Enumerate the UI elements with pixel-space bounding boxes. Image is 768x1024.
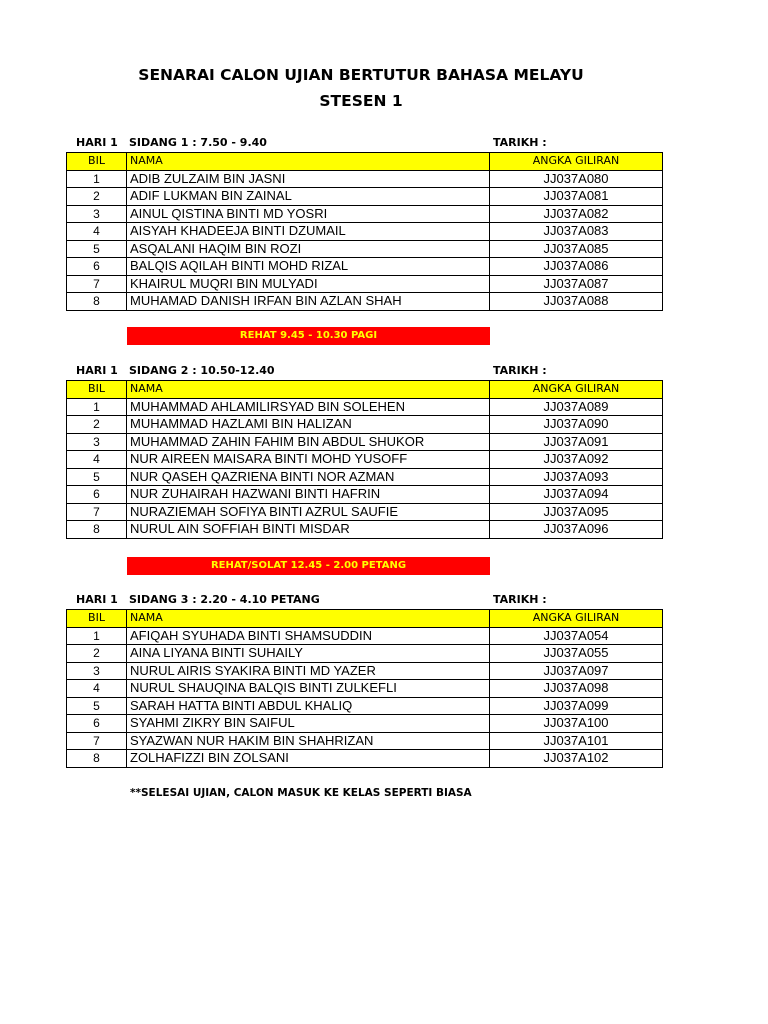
table-row	[67, 240, 663, 258]
cell-nama: MUHAMAD DANISH IRFAN BIN AZLAN SHAH	[127, 293, 490, 311]
cell-angka: JJ037A099	[490, 697, 663, 715]
cell-nama: AISYAH KHADEEJA BINTI DZUMAIL	[127, 223, 490, 241]
table-row	[67, 521, 663, 539]
break-banner: REHAT/SOLAT 12.45 - 2.00 PETANG	[127, 557, 490, 575]
cell-nama: ZOLHAFIZZI BIN ZOLSANI	[127, 750, 490, 768]
cell-angka: JJ037A090	[490, 416, 663, 434]
cell-nama: NUR ZUHAIRAH HAZWANI BINTI HAFRIN	[127, 486, 490, 504]
cell-angka: JJ037A082	[490, 205, 663, 223]
candidate-table	[66, 380, 663, 539]
cell-bil: 2	[67, 188, 127, 206]
cell-bil: 7	[67, 732, 127, 750]
col-header-bil: BIL	[67, 153, 127, 171]
document-title: SENARAI CALON UJIAN BERTUTUR BAHASA MELAYU	[138, 66, 584, 84]
table-row	[67, 697, 663, 715]
session-header	[66, 363, 662, 380]
session-header	[66, 592, 662, 609]
cell-nama: SYAZWAN NUR HAKIM BIN SHAHRIZAN	[127, 732, 490, 750]
cell-bil: 1	[67, 170, 127, 188]
cell-bil: 1	[67, 627, 127, 645]
session-block	[66, 135, 662, 311]
cell-bil: 7	[67, 275, 127, 293]
table-header-row	[67, 610, 663, 628]
cell-angka: JJ037A085	[490, 240, 663, 258]
table-row	[67, 627, 663, 645]
cell-angka: JJ037A054	[490, 627, 663, 645]
cell-angka: JJ037A094	[490, 486, 663, 504]
cell-nama: BALQIS AQILAH BINTI MOHD RIZAL	[127, 258, 490, 276]
cell-nama: NURAZIEMAH SOFIYA BINTI AZRUL SAUFIE	[127, 503, 490, 521]
break-banner: REHAT 9.45 - 10.30 PAGI	[127, 327, 490, 345]
cell-angka: JJ037A087	[490, 275, 663, 293]
col-header-nama: NAMA	[127, 153, 490, 171]
cell-bil: 4	[67, 451, 127, 469]
cell-nama: SYAHMI ZIKRY BIN SAIFUL	[127, 715, 490, 733]
table-row	[67, 645, 663, 663]
table-row	[67, 293, 663, 311]
cell-nama: NURUL AIN SOFFIAH BINTI MISDAR	[127, 521, 490, 539]
col-header-angka: ANGKA GILIRAN	[490, 153, 663, 171]
cell-angka: JJ037A086	[490, 258, 663, 276]
cell-nama: MUHAMMAD AHLAMILIRSYAD BIN SOLEHEN	[127, 398, 490, 416]
day-label: HARI 1	[76, 136, 118, 149]
cell-angka: JJ037A081	[490, 188, 663, 206]
cell-nama: NURUL SHAUQINA BALQIS BINTI ZULKEFLI	[127, 680, 490, 698]
cell-bil: 8	[67, 750, 127, 768]
cell-angka: JJ037A101	[490, 732, 663, 750]
cell-bil: 6	[67, 258, 127, 276]
tarikh-label: TARIKH :	[493, 364, 547, 377]
cell-nama: ADIB ZULZAIM BIN JASNI	[127, 170, 490, 188]
table-row	[67, 398, 663, 416]
sidang-label: SIDANG 3 : 2.20 - 4.10 PETANG	[129, 593, 320, 606]
cell-nama: SARAH HATTA BINTI ABDUL KHALIQ	[127, 697, 490, 715]
col-header-angka: ANGKA GILIRAN	[490, 610, 663, 628]
table-row	[67, 468, 663, 486]
table-row	[67, 275, 663, 293]
cell-bil: 2	[67, 645, 127, 663]
session-header	[66, 135, 662, 152]
cell-nama: AINUL QISTINA BINTI MD YOSRI	[127, 205, 490, 223]
cell-angka: JJ037A097	[490, 662, 663, 680]
col-header-nama: NAMA	[127, 610, 490, 628]
cell-nama: NURUL AIRIS SYAKIRA BINTI MD YAZER	[127, 662, 490, 680]
table-row	[67, 503, 663, 521]
cell-bil: 6	[67, 715, 127, 733]
cell-angka: JJ037A091	[490, 433, 663, 451]
cell-bil: 1	[67, 398, 127, 416]
cell-angka: JJ037A055	[490, 645, 663, 663]
cell-nama: AINA LIYANA BINTI SUHAILY	[127, 645, 490, 663]
cell-bil: 4	[67, 680, 127, 698]
table-row	[67, 416, 663, 434]
sidang-label: SIDANG 1 : 7.50 - 9.40	[129, 136, 267, 149]
table-header-row	[67, 153, 663, 171]
tarikh-label: TARIKH :	[493, 136, 547, 149]
cell-nama: AFIQAH SYUHADA BINTI SHAMSUDDIN	[127, 627, 490, 645]
cell-angka: JJ037A102	[490, 750, 663, 768]
table-row	[67, 433, 663, 451]
table-row	[67, 486, 663, 504]
cell-bil: 8	[67, 521, 127, 539]
cell-nama: ADIF LUKMAN BIN ZAINAL	[127, 188, 490, 206]
station-title: STESEN 1	[319, 92, 403, 110]
table-row	[67, 205, 663, 223]
col-header-bil: BIL	[67, 381, 127, 399]
cell-angka: JJ037A100	[490, 715, 663, 733]
day-label: HARI 1	[76, 364, 118, 377]
cell-angka: JJ037A089	[490, 398, 663, 416]
session-block	[66, 592, 662, 768]
cell-bil: 3	[67, 662, 127, 680]
table-row	[67, 188, 663, 206]
cell-nama: NUR QASEH QAZRIENA BINTI NOR AZMAN	[127, 468, 490, 486]
col-header-bil: BIL	[67, 610, 127, 628]
cell-nama: MUHAMMAD HAZLAMI BIN HALIZAN	[127, 416, 490, 434]
table-row	[67, 258, 663, 276]
col-header-angka: ANGKA GILIRAN	[490, 381, 663, 399]
table-header-row	[67, 381, 663, 399]
table-row	[67, 715, 663, 733]
cell-angka: JJ037A083	[490, 223, 663, 241]
cell-nama: ASQALANI HAQIM BIN ROZI	[127, 240, 490, 258]
cell-bil: 6	[67, 486, 127, 504]
table-row	[67, 170, 663, 188]
footnote: **SELESAI UJIAN, CALON MASUK KE KELAS SEPERTI BIASA	[130, 787, 472, 799]
table-row	[67, 223, 663, 241]
cell-bil: 4	[67, 223, 127, 241]
cell-bil: 3	[67, 433, 127, 451]
cell-angka: JJ037A093	[490, 468, 663, 486]
cell-nama: KHAIRUL MUQRI BIN MULYADI	[127, 275, 490, 293]
cell-bil: 8	[67, 293, 127, 311]
cell-angka: JJ037A088	[490, 293, 663, 311]
session-block	[66, 363, 662, 539]
cell-bil: 2	[67, 416, 127, 434]
cell-angka: JJ037A098	[490, 680, 663, 698]
cell-bil: 5	[67, 697, 127, 715]
cell-nama: MUHAMMAD ZAHIN FAHIM BIN ABDUL SHUKOR	[127, 433, 490, 451]
table-row	[67, 680, 663, 698]
table-row	[67, 662, 663, 680]
table-row	[67, 750, 663, 768]
cell-bil: 5	[67, 240, 127, 258]
cell-nama: NUR AIREEN MAISARA BINTI MOHD YUSOFF	[127, 451, 490, 469]
cell-angka: JJ037A080	[490, 170, 663, 188]
cell-angka: JJ037A096	[490, 521, 663, 539]
col-header-nama: NAMA	[127, 381, 490, 399]
candidate-table	[66, 609, 663, 768]
cell-bil: 5	[67, 468, 127, 486]
candidate-table	[66, 152, 663, 311]
cell-bil: 7	[67, 503, 127, 521]
tarikh-label: TARIKH :	[493, 593, 547, 606]
table-row	[67, 451, 663, 469]
cell-bil: 3	[67, 205, 127, 223]
day-label: HARI 1	[76, 593, 118, 606]
table-row	[67, 732, 663, 750]
sidang-label: SIDANG 2 : 10.50-12.40	[129, 364, 275, 377]
cell-angka: JJ037A092	[490, 451, 663, 469]
cell-angka: JJ037A095	[490, 503, 663, 521]
